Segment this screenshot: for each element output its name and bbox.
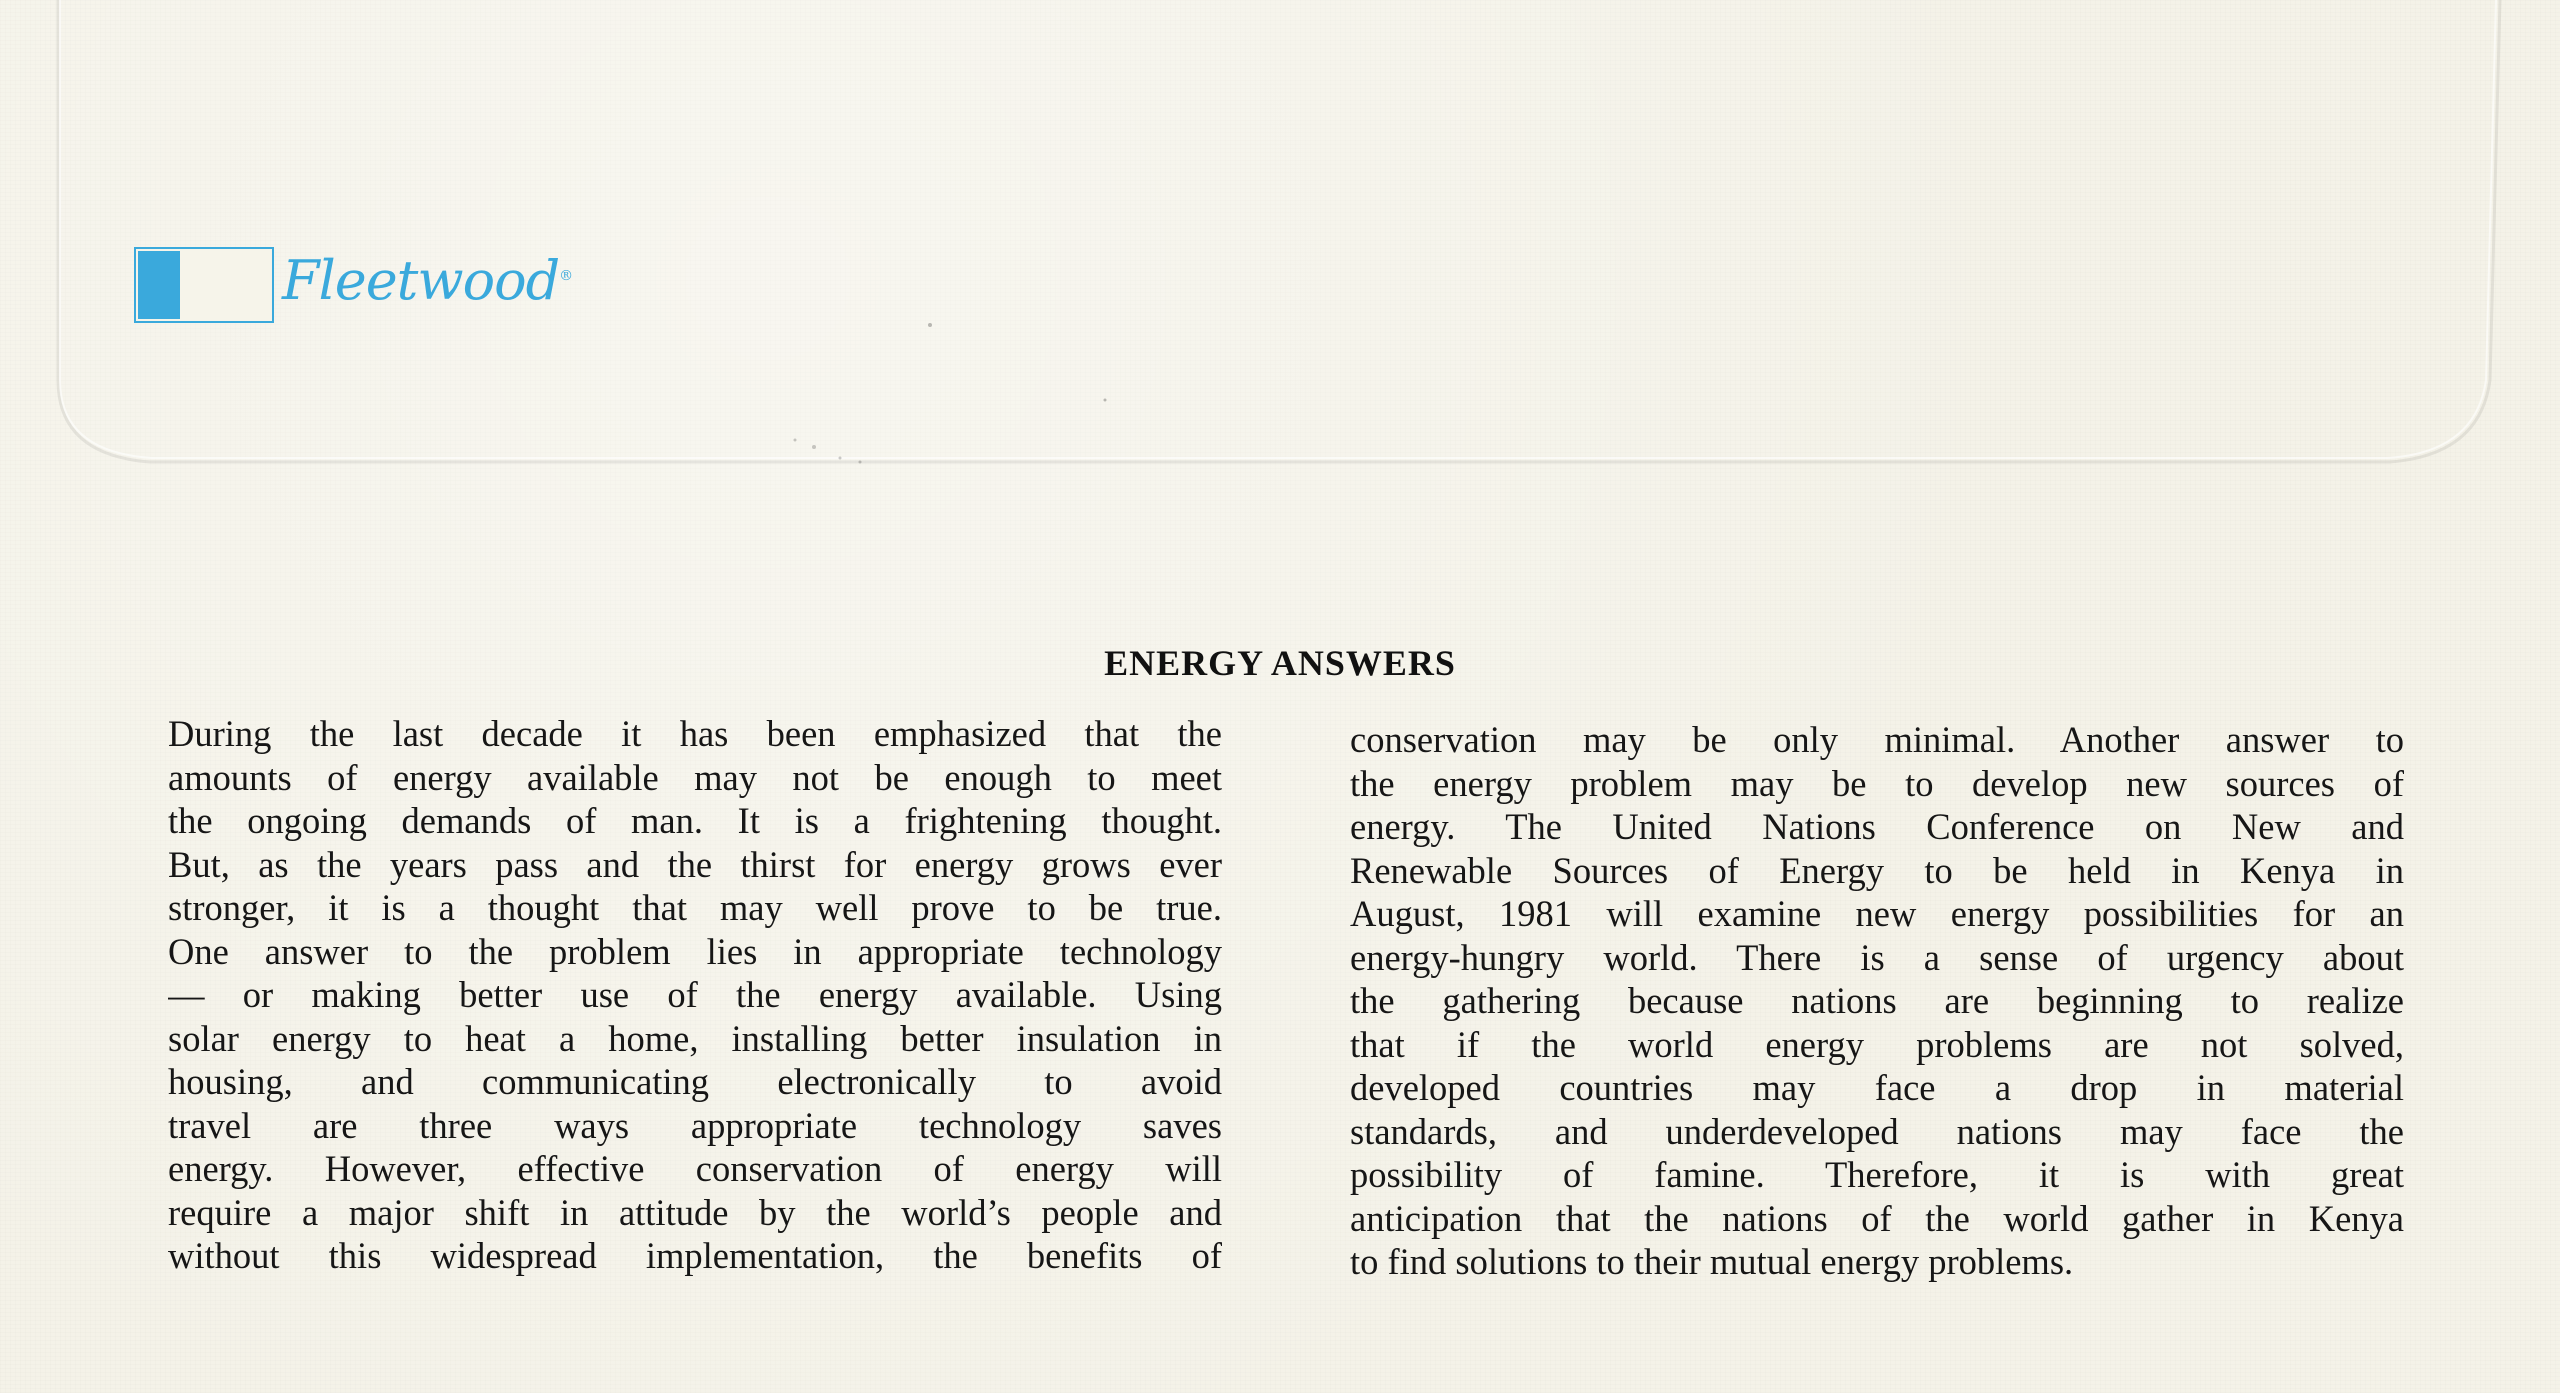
right-line: energy. The United Nations Conference on New and xyxy=(1350,806,2404,847)
fleetwood-logo xyxy=(134,247,573,325)
left-line: housing, and communicating electronically to avoid xyxy=(168,1061,1222,1102)
left-line: the ongoing demands of man. It is a frightening thought. xyxy=(168,800,1222,841)
paper-speck xyxy=(839,457,842,460)
left-line: One answer to the problem lies in appropriate technology xyxy=(168,930,1222,972)
paper-speck xyxy=(1104,399,1107,402)
logo-wordmark xyxy=(282,249,572,312)
left-line: — or making better use of the energy available. Using xyxy=(168,974,1222,1015)
logo-frame xyxy=(134,247,274,323)
right-line: developed countries may face a drop in material xyxy=(1350,1067,2404,1108)
logo-brand: Fleetwood xyxy=(282,249,560,312)
right-line: possibility of famine. Therefore, it is with great xyxy=(1350,1154,2404,1195)
paper-speck xyxy=(928,323,932,327)
right-line: the energy problem may be to develop new sources of xyxy=(1350,762,2404,804)
left-column xyxy=(168,712,1222,1278)
right-line: standards, and underdeveloped nations may face the xyxy=(1350,1110,2404,1152)
left-line: energy. However, effective conservation of energy will xyxy=(168,1148,1222,1189)
right-line: to find solutions to their mutual energy problems. xyxy=(1350,1241,2074,1282)
right-line: the gathering because nations are beginning to realize xyxy=(1350,980,2404,1021)
right-column xyxy=(1350,718,2404,1284)
paper-speck xyxy=(859,461,862,464)
right-line: Renewable Sources of Energy to be held in Kenya in xyxy=(1350,849,2404,891)
right-line: energy-hungry world. There is a sense of urgency about xyxy=(1350,936,2404,978)
paper-speck xyxy=(812,445,816,449)
left-line: stronger, it is a thought that may well prove to be true. xyxy=(168,887,1222,928)
right-line: August, 1981 will examine new energy possibilities for an xyxy=(1350,893,2404,934)
right-line: conservation may be only minimal. Another answer to xyxy=(1350,719,2404,760)
registered-mark: ® xyxy=(559,268,573,284)
left-line: without this widespread implementation, the benefits of xyxy=(168,1235,1222,1276)
left-line: amounts of energy available may not be enough to meet xyxy=(168,756,1222,798)
logo-block xyxy=(138,251,180,319)
paper-speck xyxy=(794,439,797,442)
right-line: anticipation that the nations of the world gather in Kenya xyxy=(1350,1197,2404,1239)
left-line: require a major shift in attitude by the world’s people and xyxy=(168,1191,1222,1233)
right-line: that if the world energy problems are not solved, xyxy=(1350,1023,2404,1065)
left-line: During the last decade it has been emphasized that the xyxy=(168,713,1222,754)
left-line: solar energy to heat a home, installing better insulation in xyxy=(168,1017,1222,1059)
left-line: travel are three ways appropriate technology saves xyxy=(168,1104,1222,1146)
article-title: ENERGY ANSWERS xyxy=(1104,643,1456,683)
left-line: But, as the years pass and the thirst for energy grows ever xyxy=(168,843,1222,885)
